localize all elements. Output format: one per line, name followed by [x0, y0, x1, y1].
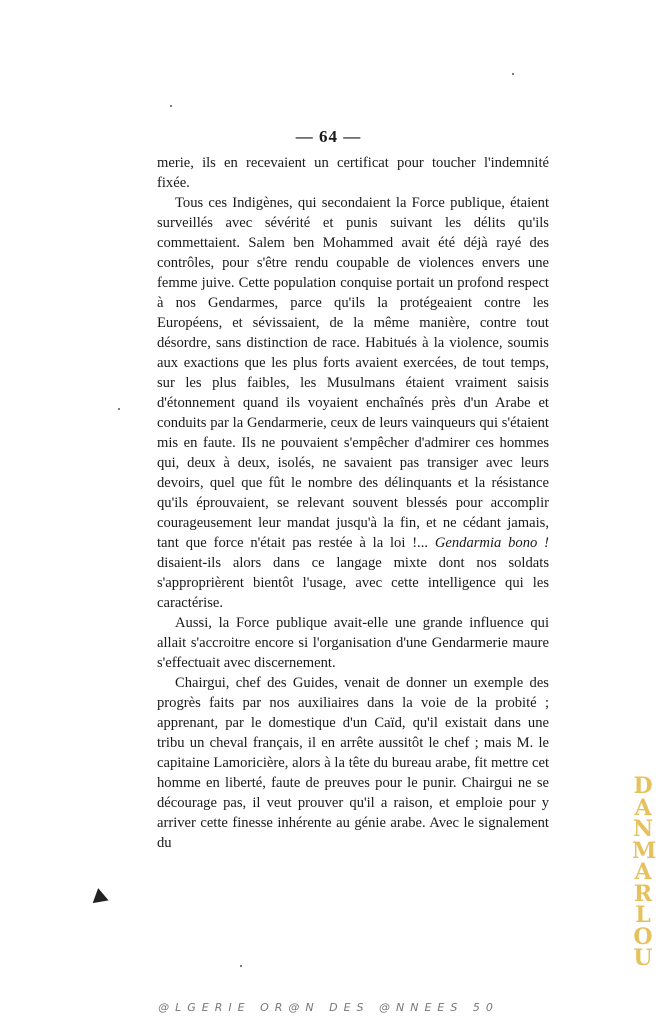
paragraph-text: Tous ces Indigènes, qui secondaient la Force publique, étaient surveillés avec sévérité et punis suivant les délits qu'ils commettaient. Salem ben Mohammed avait été déjà rayé des contrôles, pour s'être rendu coupable de violences envers une femme juive. Cette population conquise portait un profond respect à nos Gendarmes, parce qu'ils la protégeaient contre les Européens, et sévissaient, de la même manière, contre tout désordre, sans distinction de race. Habitués à la violence, soumis aux exactions que les plus forts avaient exercées, de tout temps, sur les plus faibles, les Musulmans étaient vraiment saisis d'étonnement quand ils voyaient enchaînés près d'un Arabe et conduits par la Gendarmerie, ceux de leurs vainqueurs qui s'étaient mis en faute. Ils ne pouvaient s'empêcher d'admirer ces hommes qui, deux à deux, isolés, ne savaient pas transiger avec leurs devoirs, quel que fût le nombre des délinquants et la résistance qu'ils éprouvaient, se relevant souvent blessés pour accomplir courageusement leur mandat jusqu'à la fin, et ne cédant jamais, tant que force n'était pas restée à la loi !... — [157, 195, 549, 551]
print-speck — [170, 105, 172, 107]
print-speck — [512, 73, 514, 75]
paragraph: Chairgui, chef des Guides, venait de donner un exemple des progrès faits par nos auxiliaires dans la voie de la probité ; apprenant, par le domestique d'un Caïd, qu'il existait dans une tribu un cheval français, il en arrête aussitôt le chef ; mais M. le capitaine Lamoricière, alors à la tête du bureau arabe, fit mettre cet homme en liberté, faute de preuves pour le punir. Chairgui ne se décourage pas, il veut prouver qu'il a raison, et emploie pour y arriver cette finesse inhérente au génie arabe. Avec le signalement du — [157, 675, 549, 851]
print-speck — [118, 408, 120, 410]
body-text — [157, 153, 549, 853]
margin-arrow-icon — [93, 888, 112, 908]
paragraph — [157, 193, 549, 613]
paragraph-text: disaient-ils alors dans ce langage mixte dont nos soldats s'approprièrent bientôt l'usage, avec cette intelligence qui les caractérise. — [157, 555, 549, 611]
italic-quote: Gendarmia bono ! — [434, 535, 549, 551]
paragraph: Aussi, la Force publique avait-elle une grande influence qui allait s'accroitre encore si l'organisation d'une Gendarmerie maure s'effectuait avec discernement. — [157, 615, 549, 671]
side-watermark: D A N M A R L O U — [632, 773, 657, 971]
footer-watermark: @LGERIE OR@N DES @NNEES 50 — [158, 1001, 499, 1014]
page-number: — 64 — — [295, 127, 362, 146]
print-speck — [240, 965, 242, 967]
paragraph-continuation: merie, ils en recevaient un certificat pour toucher l'indemnité fixée. — [157, 155, 549, 191]
